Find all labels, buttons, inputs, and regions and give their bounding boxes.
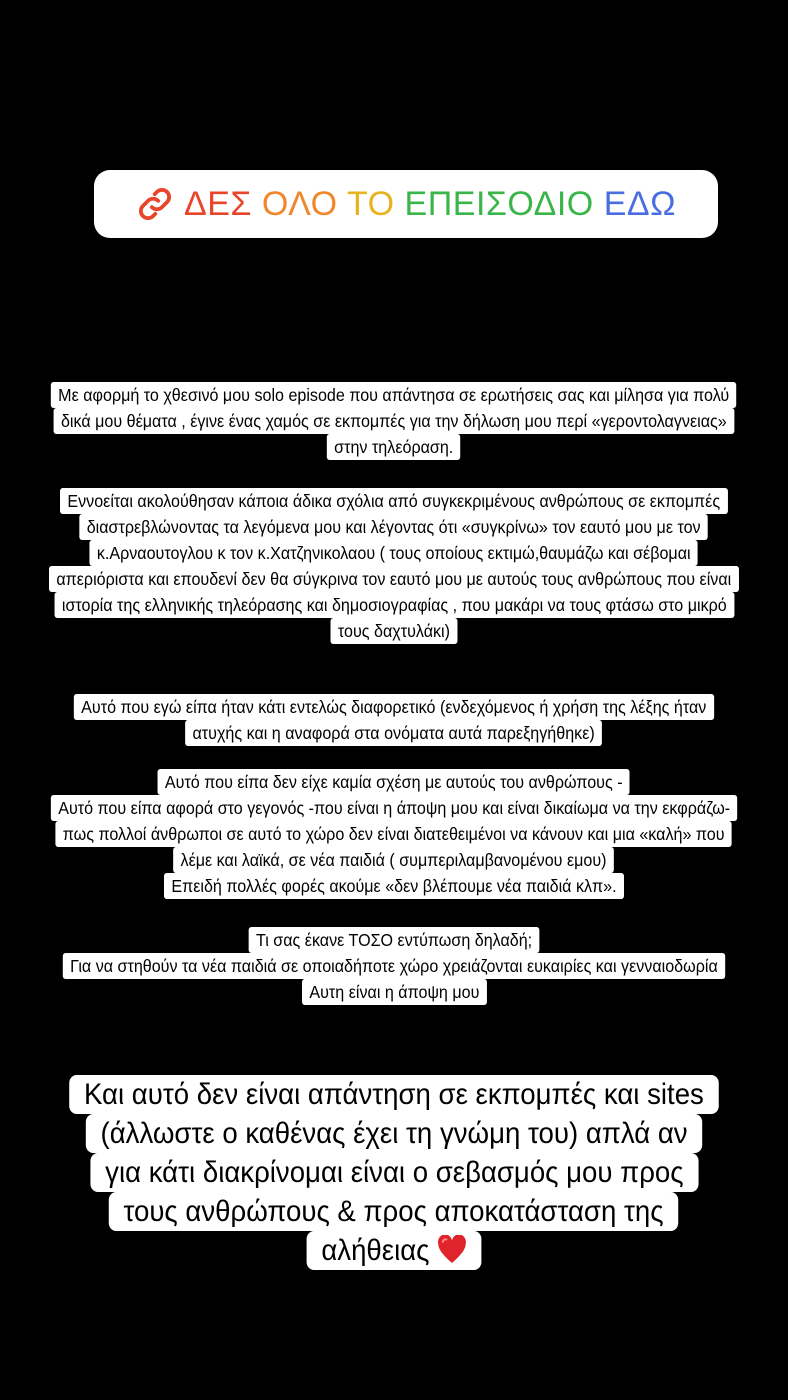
caption-line: πως πολλοί άνθρωποι σε αυτό το χώρο δεν είναι διατεθειμένοι να κάνουν και μια «καλή» που: [56, 821, 732, 847]
caption-paragraph-2: [0, 488, 788, 644]
link-icon: [136, 185, 174, 223]
closing-line: (άλλωστε ο καθένας έχει τη γνώμη του) απλά αν: [86, 1114, 703, 1153]
closing-last-line: [307, 1231, 482, 1270]
caption-paragraph-3: [0, 694, 788, 746]
closing-line-text: αλήθειας: [321, 1234, 430, 1267]
link-word: ΤΟ: [346, 184, 395, 223]
caption-line: Αυτό που είπα αφορά στο γεγονός -που είναι η άποψη μου και είναι δικαίωμα να την εκφράζω-: [51, 795, 738, 821]
caption-line: Με αφορμή το χθεσινό μου solo episode που απάντησα σε ερωτήσεις σας και μίλησα για πολύ: [51, 382, 737, 408]
link-word: ΟΛΟ: [261, 184, 338, 223]
caption-line: Αυτό που είπα δεν είχε καμία σχέση με αυτούς του ανθρώπους -: [158, 769, 630, 795]
caption-line: Για να στηθούν τα νέα παιδιά σε οποιαδήποτε χώρο χρειάζονται ευκαιρίες και γενναιοδωρία: [63, 953, 725, 979]
closing-line: για κάτι διακρίνομαι είναι ο σεβασμός μου προς: [90, 1153, 698, 1192]
caption-line: διαστρεβλώνοντας τα λεγόμενα μου και λέγοντας ότι «συγκρίνω» τον εαυτό μου με τον: [80, 514, 709, 540]
caption-line: Τι σας έκανε ΤΟΣΟ εντύπωση δηλαδή;: [249, 927, 540, 953]
caption-line: Επειδή πολλές φορές ακούμε «δεν βλέπουμε νέα παιδιά κλπ».: [164, 873, 624, 899]
link-word: ΔΕΣ: [183, 184, 252, 223]
caption-line: στην τηλεόραση.: [327, 434, 461, 460]
caption-line: ιστορία της ελληνικής τηλεόρασης και δημοσιογραφίας , που μακάρι να τους φτάσω στο μικρό: [54, 592, 734, 618]
caption-paragraph-1: [0, 382, 788, 460]
caption-line: Αυτό που εγώ είπα ήταν κάτι εντελώς διαφορετικό (ενδεχόμενος ή χρήση της λέξης ήταν: [74, 694, 714, 720]
link-word: ΕΔΩ: [603, 184, 677, 223]
closing-line: τους ανθρώπους & προς αποκατάσταση της: [109, 1192, 678, 1231]
caption-line: απεριόριστα και επουδενί δεν θα σύγκρινα τον εαυτό μου με αυτούς τους ανθρώπους που είναι: [49, 566, 739, 592]
caption-line: τους δαχτυλάκι): [331, 618, 458, 644]
heart-emoji: [437, 1235, 466, 1265]
caption-line: λέμε και λαϊκά, σε νέα παιδιά ( συμπεριλαμβανομένου εμου): [174, 847, 615, 873]
closing-line: Και αυτό δεν είναι απάντηση σε εκπομπές και sites: [69, 1075, 718, 1114]
caption-line: Εννοείται ακολούθησαν κάποια άδικα σχόλια από συγκεκριμένους ανθρώπους σε εκπομπές: [60, 488, 727, 514]
caption-line: ατυχής και η αναφορά στα ονόματα αυτά παρεξηγήθηκε): [186, 720, 603, 746]
see-full-episode-link-sticker[interactable]: [94, 170, 718, 238]
caption-line: Αυτη είναι η άποψη μου: [302, 979, 487, 1005]
closing-statement: [0, 1075, 788, 1270]
caption-paragraph-5: [0, 927, 788, 1005]
link-sticker-text: [184, 185, 676, 224]
link-word: ΕΠΕΙΣΟΔΙΟ: [404, 184, 594, 223]
caption-line: δικά μου θέματα , έγινε ένας χαμός σε εκπομπές για την δήλωση μου περί «γεροντολαγνειας»: [54, 408, 734, 434]
caption-paragraph-4: [0, 769, 788, 899]
caption-line: κ.Αρναουτογλου κ τον κ.Χατζηνικολαου ( τους οποίους εκτιμώ,θαυμάζω και σέβομαι: [90, 540, 698, 566]
